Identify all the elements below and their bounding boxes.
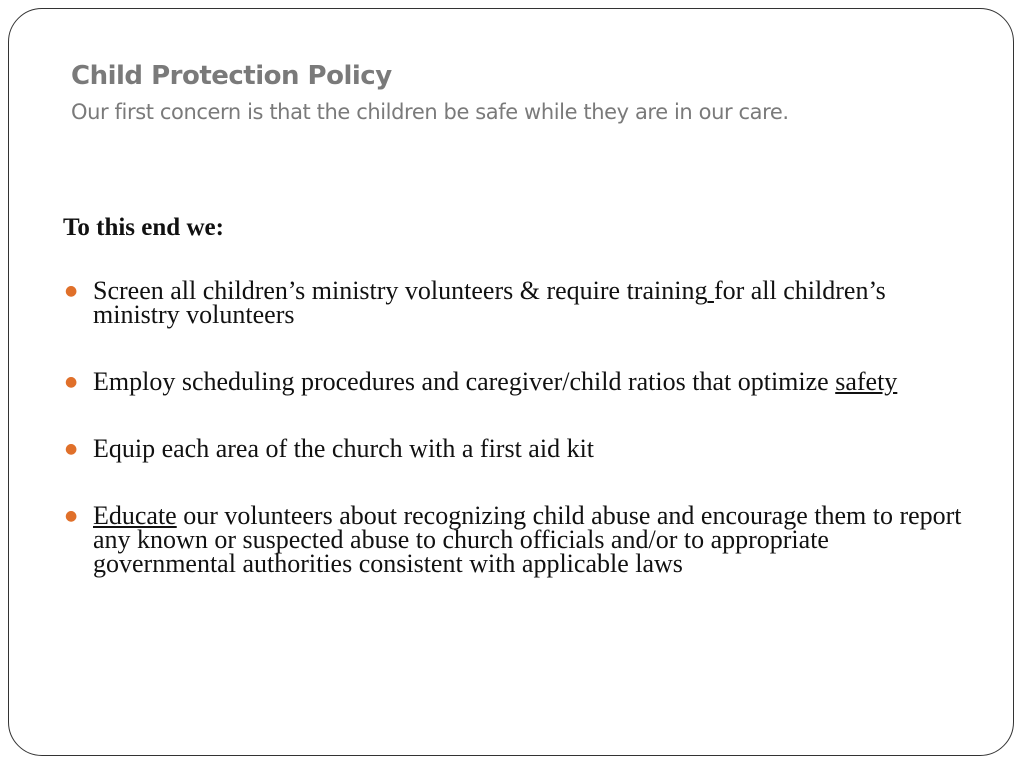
bullet-item-first-aid [63,434,963,463]
safety-link[interactable]: safety [835,367,898,396]
slide-subtitle: Our first concern is that the children be safe while they are in our care. [71,100,789,124]
dot-bullet-icon: ● [65,441,78,457]
educate-link[interactable]: Educate [93,501,177,530]
bullet-text: Employ scheduling procedures and caregiver/child ratios that optimize [93,367,836,396]
intro-text: To this end we: [63,214,224,241]
dot-bullet-icon: ● [65,374,78,390]
slide-title: Child Protection Policy [71,61,392,91]
bullet-text: Equip each area of the church with a first aid kit [93,434,595,463]
bullet-text: for all children’s ministry volunteers [93,276,886,329]
bullet-item-scheduling [63,367,963,396]
slide-frame [8,8,1014,756]
bullet-text: our volunteers about recognizing child abuse and encourage them to report any known or suspected abuse to church officials and/or to appropriate governmental authorities consistent with applicable laws [93,501,962,578]
dot-bullet-icon: ● [65,508,78,524]
bullet-item-screen-volunteers [63,276,963,329]
dot-bullet-icon: ● [65,283,78,299]
bullet-text: Screen all children’s ministry volunteers & require training [93,276,708,305]
bullet-list [63,276,963,578]
bullet-item-educate [63,501,963,578]
